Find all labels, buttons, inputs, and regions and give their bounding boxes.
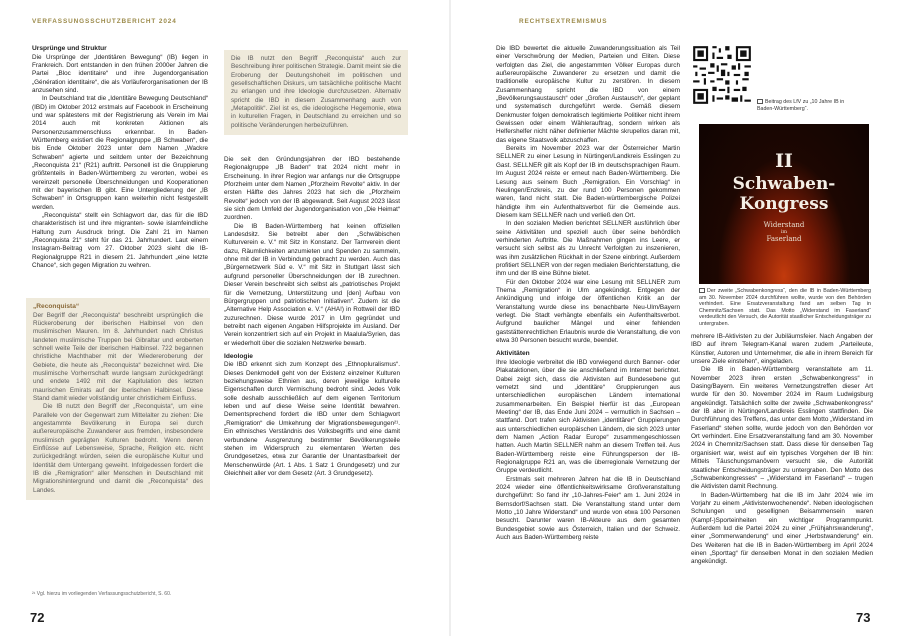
paragraph: „Reconquista“ stellt ein Schlagwort dar, das für die IBD charakteristisch ist und ihre migranten- sowie islamfeindliche Haltung zum Ausdruck bringt. Die Zahl 21 im Namen „Reconquista 21“ steht für das 21. Jahrhundert. Laut einem Instagram-Beitrag vom 27. Oktober 2023 sieht die IB-Regionalgruppe R21 in diesem 21. Jahrhundert „eine letzte Chance“, sich gegen Migration zu wehren. [32, 212, 208, 270]
section-heading-origins: Ursprünge und Struktur [32, 45, 107, 52]
poster-caption-text: Der zweite „Schwabenkongress“, den die IB in Baden-Württemberg am 30. November 2024 durchführen wollte, wurde von den Behörden verhindert. Eine Ersatzveranstaltung fand am selben Tag in Chemnitz/Sachsen statt. Das Motto „Widerstand im Faserland“ verdeutlicht den Versuch, die Autorität staatlicher Entscheidungsträger zu untergraben. [699, 288, 871, 327]
info-box-heading: „Reconquista“ [33, 303, 80, 310]
qr-code-icon[interactable] [691, 44, 753, 106]
poster-title-line: Schwaben- [732, 174, 836, 194]
paragraph: Die IB nutzt den Begriff der „Reconquista“, um eine Parallele von der Gegenwart zum Mittelalter zu ziehen: Die angestammte Bevölkerung in Europa sei durch außereuropäische Zuwanderer aus fremden, insbesondere muslimisch geprägten Kulturen bedroht. Wenn deren Einflüsse auf Lebensweise, Sprache, Religion etc. nicht zurückgedrängt würden, seien die europäische Kultur und Identität dem Untergang geweiht. Infolgedessen fordert die IB die „Remigration“ aller Menschen in Deutschland mit Migrationshintergrund und damit die „Reconquista“ des Landes. [33, 403, 203, 494]
paragraph: In den sozialen Medien berichtet SELLNER ausführlich über seine Aktivitäten und speziell auch über seine behördlich verhinderten Auftritte. Die Maßnahmen gingen ins Leere, er versucht sich selbst als zu Unrecht Verfolgten zu inszenieren, was ihm zusätzlichen Rückhalt in der Szene einbringt. Außerdem profitiert SELLNER von der regen medialen Berichterstattung, die ihm und der IB eine Bühne bietet. [496, 220, 680, 278]
section-heading-activities: Aktivitäten [496, 350, 530, 358]
paragraph: Die IBD erkennt sich zum Konzept des „Ethnopluralismus“. Dieses Denkmodell geht von der Existenz einzelner Kulturen beziehungsweise Ethnien aus, deren jeweilige kulturelle Eigenschaften durch Vermischung bedroht sind. Jedes Volk solle deshalb ausschließlich auf dem eigenen Territorium leben und auf diese Weise seine Identität bewahren. Dementsprechend fordert die IBD unter dem Schlagwort „Remigration“ die Umkehrung der Migrationsbewegungen²¹. Ein ethnisches Verständnis des Volksbegriffs und eine damit verbundene Ausgrenzung bestimmter Bevölkerungsteile stehen im Widerspruch zu elementaren Werten des Grundgesetzes, etwa zur Garantie der Unantastbarkeit der Menschenwürde (Art. 1 Abs. 1 Satz 1 Grundgesetz) und zur Gleichheit aller vor dem Gesetz (Art. 3 Grundgesetz). [224, 361, 400, 477]
page-number-left: 72 [30, 610, 45, 625]
strategy-info-box [224, 50, 408, 135]
paragraph: In Deutschland trat die „Identitäre Bewegung Deutschland“ (IBD) im Oktober 2012 erstmals auf Facebook in Erscheinung und war spätestens mit der Registrierung als Verein im Mai 2014 auch mit konkreten Aktionen als Personenzusammenschluss erkennbar. In Baden-Württemberg existiert die Regionalgruppe „IB Schwaben“, die bis Ende Oktober 2023 unter dem Namen „Wackre Schwaben“ agierte und seitdem unter der Bezeichnung „Reconquista 21“ (R21) auftritt. Personell ist die Gruppierung größtenteils in Baden-Württemberg zu verorten, wobei es vereinzelt personelle Überschneidungen und Kooperationen mit der bayerischen IB gibt. Eine Untergliederung der „IB Schwaben“ in Ortsgruppen kann weiterhin nicht festgestellt werden. [32, 95, 208, 211]
column-1 [32, 45, 208, 270]
poster-motto: Faserland [766, 235, 802, 243]
page-number-right: 73 [856, 610, 871, 625]
photo-caption-icon [699, 288, 705, 293]
paragraph: Die IB Baden-Württemberg hat keinen offiziellen Landesdsitz. Sie betreibt aber den „Schwäbischen Kulturverein e. V.“ mit Sitz in Konstanz. Der Tarnverein dient dazu, Räumlichkeiten anzumieten und Spenden zu sammeln, ohne mit der IB in Verbindung gebracht zu werden. Auch das „Bürgernetzwerk Süd e. V.“ mit Sitz in Stuttgart lässt sich aufgrund personeller Überschneidungen der IB zurechnen. Dieser Verein beschreibt sich selbst als „patriotisches Projekt für die Vernetzung, Unterstützung und [den] Aufbau von Bürgergruppen und patriotischen Initiativen“. Zudem ist die „Alternative Help Association e. V.“ (AHA!) in Rottweil der IBD zuzurechnen. Diese wurde 2017 in Ulm gegründet und betreibt nach eigenen Angaben Hilfsprojekte im Ausland. Der Verein konzentriert sich auf ein Projekt in Maalula/Syrien, das er wiederholt über die sozialen Netzwerke bewarb. [224, 222, 400, 347]
column-3 [496, 45, 680, 542]
paragraph: Die seit den Gründungsjahren der IBD bestehende Regionalgruppe „IB Baden“ trat 2024 nicht mehr in Erscheinung. In ihrer Region war anfangs nur die Ortsgruppe Pforzheim unter dem Namen „Pforzheim Revolte“ aktiv. In der ersten Hälfte des Jahres 2023 hat sich die „Pforzheim Revolte“ jedoch von der IB abgewandt. Seit August 2023 lässt sie sich dem Umfeld der Jugendorganisation von „Die Heimat“ zuordnen. [224, 156, 400, 222]
schwabenkongress-poster [699, 124, 869, 284]
paragraph: Erstmals seit mehreren Jahren hat die IB in Deutschland 2024 wieder eine öffentlichkeitswirksame Großveranstaltung durchgeführt: So fand ihr „10-Jahres-Feier“ am 1. Juni 2024 in Bernsdorf/Sachsen statt. Die Veranstaltung stand unter dem Motto „10 Jahre Widerstand“ und wurde von etwa 100 Personen besucht. Darunter waren IB-Akteure aus dem gesamten Bundesgebiet sowie aus Österreich, Italien und der Schweiz. Auch aus Baden-Württemberg reiste [496, 475, 680, 542]
qr-caption-text: Beitrag des LfV zu „10 Jahre IB in Baden-Württemberg“. [757, 99, 845, 112]
running-head-right: RECHTSEXTREMISMUS [519, 18, 608, 25]
paragraph: Die IB nutzt den Begriff „Reconquista“ auch zur Beschreibung ihrer politischen Strategie. Damit meint sie die Eroberung der Deutungshoheit im politischen und gesellschaftlichen Diskurs, um tatsächliche politische Macht zu erlangen und ihre Ideologie durchzusetzen. Alternativ spricht die IBD in diesem Zusammenhang auch von „Metapolitik“. Ziel ist es, die ideologische Hegemonie, etwa in kulturellen Fragen, in Deutschland zu erreichen und so politische Veränderungen herbeizuführen. [231, 55, 401, 129]
section-heading-ideology: Ideologie [224, 352, 253, 360]
paragraph: mehrere IB-Aktivisten zu der Jubiläumsfeier. Nach Angaben der IBD auf ihrem Telegram-Kanal waren zudem „Parteileute, Künstler, Autoren und Unternehmer, die alle in ihrem Bereich für unsere Ziele einstehen“, eingeladen. [691, 333, 873, 366]
column-4 [691, 333, 873, 567]
right-page [451, 0, 900, 636]
running-head-left: VERFASSUNGSSCHUTZBERICHT 2024 [32, 18, 177, 25]
paragraph: Bereits im November 2023 war der Österreicher Martin SELLNER zu einer Lesung in Nürtingen/Landkreis Esslingen zu Gast. SELLNER gilt als Kopf der IB im deutschsprachigen Raum. Im August 2024 reiste er erneut nach Baden-Württemberg. Die Lesung aus seinem Buch „Remigration. Ein Vorschlag“ in Neulingen/Enzkreis, zu der rund 100 Personen gekommen waren, fand nicht statt. Die Baden-württembergische Polizei händigte ihm ein Aufenthaltsverbot für die Gemeinde aus. Diesem kam SELLNER nach und verließ den Ort. [496, 145, 680, 219]
paragraph: Die Ursprünge der „Identitären Bewegung“ (IB) liegen in Frankreich. Dort entstanden in den frühen 2000er Jahren die Partei „Bloc identitaire“ und ihre Jugendorganisation „Génération identitaire“, die als Vorläuferorganisationen der IB anzusehen sind. [32, 53, 208, 94]
poster-caption [699, 288, 871, 327]
paragraph: Für den Oktober 2024 war eine Lesung mit SELLNER zum Thema „Remigration“ in Ulm angekündigt. Entgegen der Ankündigung und infolge der öffentlichen Kritik an der Veranstaltung wurde diese ins benachbarte Neu-Ulm/Bayern verlegt. Die Stadt verhängte ebenfalls ein Aufenthaltsverbot. Aufgrund baulicher Mängel und einer fehlenden gaststättenrechtlichen Erlaubnis wurde die Veranstaltung, die von etwa 30 Personen besucht wurde, beendet. [496, 278, 680, 345]
reconquista-info-box [26, 298, 210, 500]
poster-title-roman: II [775, 150, 793, 172]
poster-motto: im [780, 229, 788, 235]
paragraph: Die IBD bewertet die aktuelle Zuwanderungssituation als Teil einer Verschwörung der Medien, Parteien und Eliten. Diese verfolgten das Ziel, die angestammten Völker Europas durch außereuropäische Zuwanderer zu ersetzen und damit die traditionelle europäische Kultur zu zerstören. In diesem Zusammenhang spricht die IBD von einem „Bevölkerungsaustausch“ oder „Großen Austausch“, der geplant und systematisch durchgeführt werde. Gemäß diesem Denkmuster folgen demokratisch legitimierte Politiker nicht ihrem Gewissen oder einem Wählerauftrag, sondern wirken als Helfershelfer nicht näher definierter Mächte skrupellos daran mit, das eigene Staatsvolk abzuschaffen. [496, 45, 680, 144]
poster-motto: Widerstand [763, 221, 805, 229]
paragraph: Der Begriff der „Reconquista“ beschreibt ursprünglich die Rückeroberung der iberischen Halbinsel von den muslimischen Mauren. Im 8. Jahrhundert nach Christus landeten muslimische Truppen bei Gibraltar und eroberten schnell weite Teile der iberischen Halbinsel. 722 begannen christliche Machthaber mit der Wiedereroberung der Gebiete, die heute als „Reconquista“ bezeichnet wird. Die muslimische Vorherrschaft wurde langsam zurückgedrängt und endete 1492 mit der Kapitulation des letzten maurischen Emirats auf der iberischen Halbinsel. Diese Stand damit wieder vollständig unter christlichem Einfluss. [33, 311, 203, 402]
footnote: ²¹ Vgl. hierzu im vorliegenden Verfassungsschutzbericht, S. 60. [32, 591, 172, 597]
left-page [0, 0, 449, 636]
paragraph: Die IB in Baden-Württemberg veranstaltete am 11. November 2023 ihren ersten „Schwabenkongress“ in Dasing/Bayern. Ein weiteres Vernetzungstreffen dieser Art wurde für den 30. November 2024 im Raum Ludwigsburg angekündigt. Tatsächlich sollte der zweite „Schwabenkongress“ der IB aber in Nürtingen/Landkreis Esslingen stattfinden. Die Durchführung des Treffens, das unter dem Motto „Widerstand im Faserland“ stehen sollte, wurde jedoch von den Behörden vor Ort verhindert. Eine Ersatzveranstaltung fand am 30. November 2024 in Chemnitz/Sachsen statt. Dass diese für denselben Tag organisiert war, weist auf ein typisches Vorgehen der IB hin: Mittels Täuschungsmanövern versucht sie, die Autorität staatlicher Entscheidungsträger zu untergraben. Den Motto des „Schwabenkongresses“ – „Widerstand im Faserland“ – trugen die Aktivisten damit Rechnung. [691, 366, 873, 491]
poster-title-line: Kongress [739, 194, 829, 214]
paragraph: In Baden-Württemberg hat die IB im Jahr 2024 wie im Vorjahr zu einem „Aktivistenwochenende“. Neben ideologischen Schulungen und gesellignen Beisammensein waren (Kampf-)Sporteinheiten ein wichtiger Programmpunkt. Außerdem lud die Partei 2024 zu einer „Frühjahrswanderung“, einer „Sommerwanderung“ und einer „Herbstwanderung“ ein. Des Weiteren hat die IB in Baden-Württemberg im April 2024 einen „Sporttag“ für denselben Monat in den sozialen Medien angekündigt. [691, 491, 873, 566]
photo-caption-icon [757, 99, 763, 104]
paragraph: Ihre Ideologie verbreitet die IBD vorwiegend durch Banner- oder Plakataktionen, über die sie anschließend im Internet berichtet. Dabei zeigt sich, dass die Aktivisten auf Bundesebene gut vernetzt sind und „identitäre“ Gruppierungen aus unterschiedlichen europäischen Ländern international zusammenarbeiten. Ein Beispiel hierfür ist das „European Meeting“ der IB, das Ende Juni 2024 – vermutlich in Sachsen – stattfand. Dort trafen sich Aktivisten „identitärer“ Gruppierungen aus unterschiedlichen europäischen Ländern, die sich 2023 unter dem Namen „Action Radar Europe“ zusammengeschlossen hatten. Auch Martin SELLNER nahm an diesem Treffen teil. Aus Baden-Württemberg reiste eine Führungsperson der IB-Regionalgruppe R21 an, was die überregionale Vernetzung der Gruppe verdeutlicht. [496, 358, 680, 475]
qr-caption [757, 99, 857, 112]
column-2 [224, 156, 400, 478]
